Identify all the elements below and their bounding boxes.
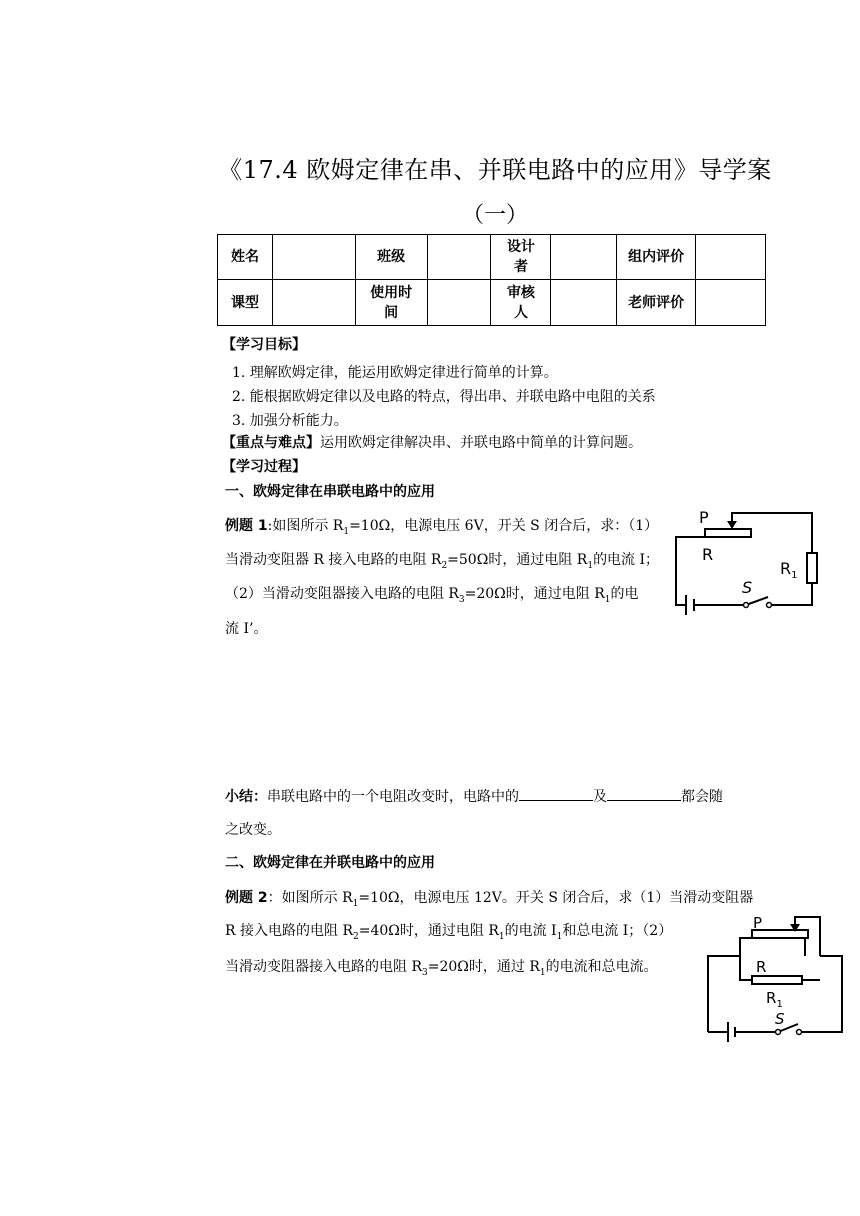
table-row bbox=[218, 280, 766, 326]
label-p: P bbox=[753, 914, 763, 932]
parallel-circuit-diagram bbox=[700, 912, 850, 1047]
label-s: S bbox=[775, 1010, 785, 1028]
example1-line1: 例题 1:如图所示 $R_1=10\Omega$，电源电压 6V，开关 S 闭合后，求：（1） bbox=[225, 518, 659, 537]
label-r: R bbox=[702, 545, 714, 564]
example2-line3: 当滑动变阻器接入电路的电阻 $R_3=20\Omega$时，通过 $R_1$的电流和总电流。 bbox=[225, 959, 658, 978]
reviewer-field[interactable] bbox=[551, 280, 617, 326]
table-row bbox=[218, 235, 766, 280]
example1-line2: 当滑动变阻器 R 接入电路的电阻 $R_2=50\Omega$时，通过电阻 $R_1$的电流 I； bbox=[225, 552, 660, 571]
page-title: 《17.4 欧姆定律在串、并联电路中的应用》导学案 bbox=[218, 156, 772, 184]
group-eval-field[interactable] bbox=[696, 235, 766, 280]
example1-line4: 流 I’。 bbox=[225, 621, 268, 637]
label-class: 班级 bbox=[355, 235, 427, 280]
objective-item: 1. 理解欧姆定律，能运用欧姆定律进行简单的计算。 bbox=[232, 365, 558, 381]
designer-field[interactable] bbox=[551, 235, 617, 280]
label-p: P bbox=[699, 508, 709, 527]
label-r: R bbox=[756, 958, 767, 976]
label-use-time bbox=[355, 280, 427, 326]
blank-field[interactable] bbox=[607, 786, 681, 801]
objective-item: 3. 加强分析能力。 bbox=[232, 413, 348, 429]
blank-field[interactable] bbox=[519, 786, 593, 801]
info-table bbox=[217, 234, 766, 326]
label-lesson-type: 课型 bbox=[218, 280, 273, 326]
label-group-eval: 组内评价 bbox=[617, 235, 696, 280]
use-time-field[interactable] bbox=[427, 280, 491, 326]
label-use-time-text: 使用时间 bbox=[370, 284, 413, 321]
label-designer bbox=[491, 235, 551, 280]
summary-label: 小结： bbox=[225, 789, 267, 805]
teacher-eval-field[interactable] bbox=[696, 280, 766, 326]
process-heading: 【学习过程】 bbox=[222, 459, 306, 475]
example2-line2: R 接入电路的电阻 $R_2=40\Omega$时，通过电阻 $R_1$的电流 $I_1$和总电流 I；（2） bbox=[225, 923, 673, 942]
keypoints-text: 运用欧姆定律解决串、并联电路中简单的计算问题。 bbox=[320, 435, 642, 451]
example2-label: 例题 2 bbox=[225, 890, 268, 906]
lesson-type-field[interactable] bbox=[272, 280, 355, 326]
class-field[interactable] bbox=[427, 235, 491, 280]
series-circuit-diagram bbox=[668, 505, 828, 615]
section1-heading: 一、欧姆定律在串联电路中的应用 bbox=[225, 484, 435, 500]
label-r1: $R_1$ bbox=[780, 559, 798, 581]
keypoints-heading: 【重点与难点】 bbox=[222, 435, 320, 451]
label-designer-text: 设计者 bbox=[506, 239, 535, 275]
section2-heading: 二、欧姆定律在并联电路中的应用 bbox=[225, 855, 435, 871]
name-field[interactable] bbox=[272, 235, 355, 280]
objectives-heading: 【学习目标】 bbox=[222, 337, 306, 353]
objective-item: 2. 能根据欧姆定律以及电路的特点，得出串、并联电路中电阻的关系 bbox=[232, 389, 656, 405]
keypoints bbox=[222, 432, 642, 452]
label-s: S bbox=[742, 578, 753, 597]
label-reviewer bbox=[491, 280, 551, 326]
example1-line3: （2）当滑动变阻器接入电路的电阻 $R_3=20\Omega$时，通过电阻 $R_1$的电 bbox=[225, 586, 639, 605]
summary-line1: 小结：串联电路中的一个电阻改变时，电路中的 及 都会随 bbox=[225, 786, 723, 806]
label-teacher-eval: 老师评价 bbox=[617, 280, 696, 326]
label-name: 姓名 bbox=[218, 235, 273, 280]
example2-line1: 例题 2：如图所示 $R_1=10\Omega$，电源电压 12V。开关 S 闭合后，求（1）当滑动变阻器 bbox=[225, 890, 754, 909]
example1-label: 例题 1 bbox=[225, 518, 268, 534]
summary-line2: 之改变。 bbox=[225, 822, 281, 838]
page-subtitle: （一） bbox=[461, 203, 528, 228]
label-reviewer-text: 审核人 bbox=[506, 284, 535, 321]
label-r1: $R_1$ bbox=[766, 989, 783, 1010]
